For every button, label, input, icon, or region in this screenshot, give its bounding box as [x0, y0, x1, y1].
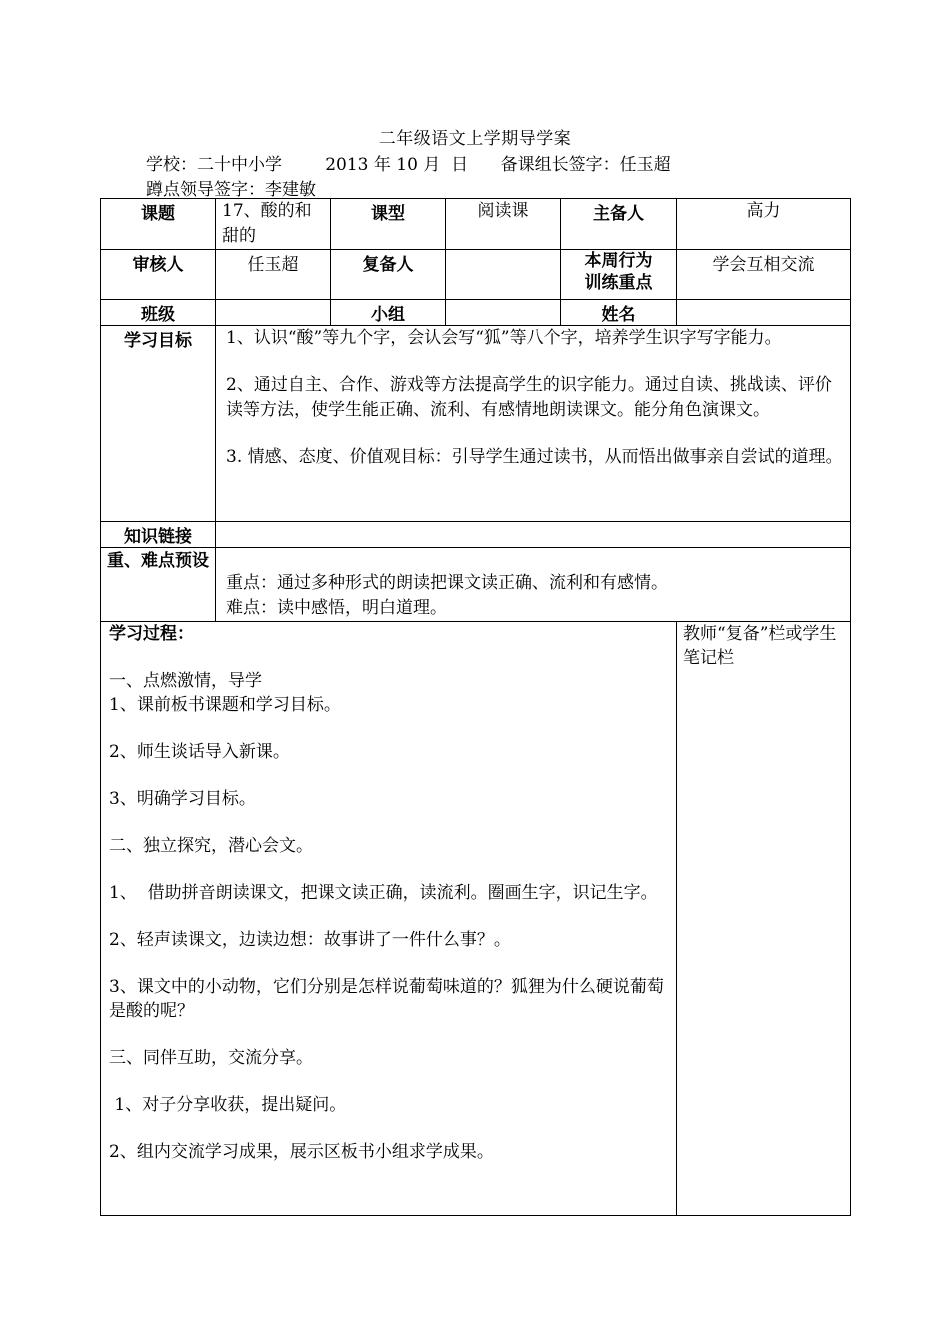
weekly-focus-label-line1: 本周行为 — [584, 251, 653, 271]
weekly-focus-label-line2: 训练重点 — [584, 273, 653, 293]
main-preparer-label: 主备人 — [561, 199, 677, 250]
weekly-focus-value: 学会互相交流 — [677, 250, 851, 300]
lesson-type-label: 课型 — [331, 199, 446, 250]
goal-item-1: 1、认识“酸”等九个字，会认会写“狐”等八个字，培养学生识字写字能力。 — [226, 328, 782, 348]
date-text: 2013 年 10 月 日 — [325, 155, 469, 175]
row-key-points — [101, 548, 851, 622]
school-name: 学校：二十中小学 — [146, 155, 282, 175]
co-preparer-label: 复备人 — [331, 250, 446, 300]
section1-title: 一、点燃激情，导学 — [109, 671, 262, 691]
header-meta-line — [146, 150, 671, 175]
row-knowledge-links — [101, 522, 851, 548]
section1-item3: 3、明确学习目标。 — [109, 789, 256, 809]
key-focus-text: 重点：通过多种形式的朗读把课文读正确、流利和有感情。 — [226, 573, 668, 593]
co-preparer-value — [446, 250, 561, 300]
group-value — [446, 300, 561, 326]
learning-process — [101, 622, 677, 1216]
goal-item-3: 3. 情感、态度、价值观目标：引导学生通过读书，从而悟出做事亲自尝试的道理。 — [226, 447, 843, 467]
row-process — [101, 622, 851, 1216]
process-heading: 学习过程： — [109, 624, 194, 644]
notes-column: 教师“复备”栏或学生笔记栏 — [677, 622, 851, 1216]
key-points-label: 重、难点预设 — [101, 548, 216, 622]
goals-content — [216, 326, 851, 522]
goals-label: 学习目标 — [101, 326, 216, 522]
section2-item3: 3、课文中的小动物，它们分别是怎样说葡萄味道的？狐狸为什么硬说葡萄是酸的呢？ — [109, 977, 664, 1021]
lesson-plan-table — [100, 198, 851, 1216]
row-topic — [101, 199, 851, 250]
section1-item1: 1、课前板书课题和学习目标。 — [109, 695, 341, 715]
row-reviewer — [101, 250, 851, 300]
row-class — [101, 300, 851, 326]
topic-value: 17、酸的和甜的 — [216, 199, 331, 250]
main-preparer-value: 高力 — [677, 199, 851, 250]
group-leader-signature: 备课组长签字：任玉超 — [500, 155, 671, 175]
topic-label: 课题 — [101, 199, 216, 250]
section2-item2: 2、轻声读课文，边读边想：故事讲了一件什么事？。 — [109, 930, 511, 950]
knowledge-links-value — [216, 522, 851, 548]
group-label: 小组 — [331, 300, 446, 326]
reviewer-value: 任玉超 — [216, 250, 331, 300]
document-title: 二年级语文上学期导学案 — [378, 129, 572, 149]
name-label: 姓名 — [561, 300, 677, 326]
lesson-type-value: 阅读课 — [446, 199, 561, 250]
section2-item1: 1、 借助拼音朗读课文，把课文读正确，读流利。圈画生字，识记生字。 — [109, 883, 658, 903]
supervisor-signature: 蹲点领导签字：李建敏 — [146, 180, 316, 200]
section2-title: 二、独立探究，潜心会文。 — [109, 836, 313, 856]
row-goals — [101, 326, 851, 522]
section3-item2: 2、组内交流学习成果，展示区板书小组求学成果。 — [109, 1142, 494, 1162]
weekly-focus-label — [561, 250, 677, 300]
section1-item2: 2、师生谈话导入新课。 — [109, 742, 290, 762]
name-value — [677, 300, 851, 326]
class-value — [216, 300, 331, 326]
key-difficulty-text: 难点：读中感悟，明白道理。 — [226, 598, 447, 618]
goal-item-2: 2、通过自主、合作、游戏等方法提高学生的识字能力。通过自读、挑战读、评价读等方法，使学生能正确、流利、有感情地朗读课文。能分角色演课文。 — [226, 375, 832, 420]
knowledge-links-label: 知识链接 — [101, 522, 216, 548]
section3-item1: 1、对子分享收获，提出疑问。 — [109, 1095, 347, 1115]
section3-title: 三、同伴互助，交流分享。 — [109, 1048, 313, 1068]
key-points-content — [216, 548, 851, 622]
class-label: 班级 — [101, 300, 216, 326]
reviewer-label: 审核人 — [101, 250, 216, 300]
